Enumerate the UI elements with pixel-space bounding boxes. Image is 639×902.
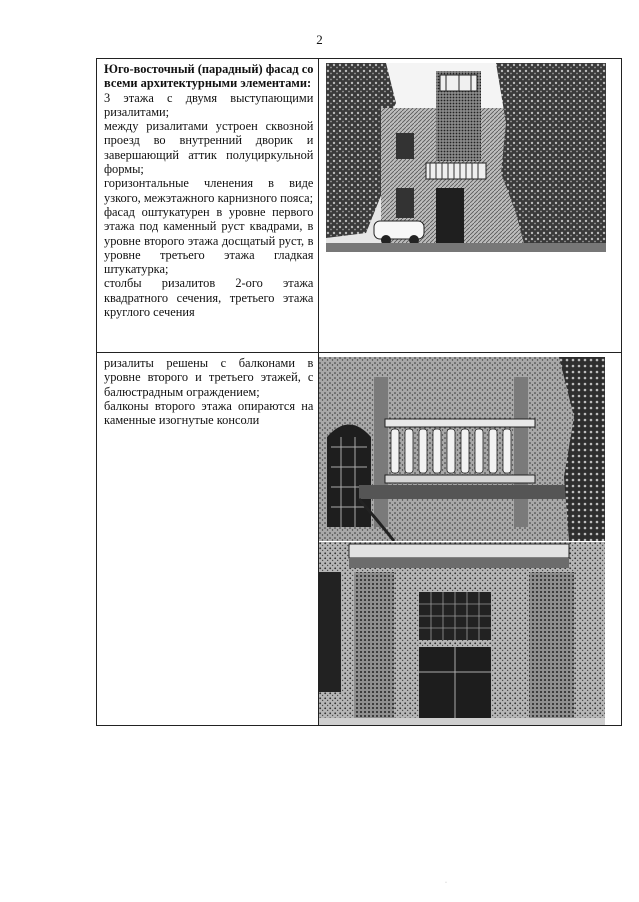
description-table bbox=[96, 58, 622, 726]
description-line: балконы второго этажа опираются на каменные изогнутые консоли bbox=[104, 398, 314, 428]
table-row bbox=[97, 353, 622, 726]
text-cell bbox=[97, 59, 319, 353]
balcony-balustrade-photo bbox=[319, 357, 605, 541]
description-line: ризалиты решены с балконами в уровне второго и третьего этажей, с балюстрадным ограждением; bbox=[104, 356, 314, 399]
facade-heading: Юго-восточный (парадный) фасад со всеми архитектурными элементами: bbox=[104, 62, 314, 91]
ground-floor-entrance-photo bbox=[319, 542, 605, 725]
description-line: столбы ризалитов 2-ого этажа квадратного сечения, третьего этажа круглого сечения bbox=[104, 276, 314, 320]
text-cell bbox=[97, 353, 319, 726]
description-line: фасад оштукатурен в уровне первого этажа под каменный руст квадрами, в уровне второго этажа досщатый руст, в уровне третьего этажа гладкая штукатурка; bbox=[104, 204, 314, 277]
photo-cell bbox=[319, 59, 622, 353]
description-line: горизонтальные членения в виде узкого, межэтажного карнизного пояса; bbox=[104, 176, 314, 205]
table-row bbox=[97, 59, 622, 353]
photo-cell bbox=[319, 353, 622, 726]
scan-mark: · bbox=[445, 880, 447, 886]
page-number: 2 bbox=[316, 32, 323, 47]
building-facade-photo bbox=[326, 63, 606, 252]
description-line: 3 этажа с двумя выступающими ризалитами; bbox=[104, 90, 314, 119]
description-line: между ризалитами устроен сквозной проезд во внутренний дворик и завершающий аттик полуциркульной формы; bbox=[104, 119, 314, 177]
